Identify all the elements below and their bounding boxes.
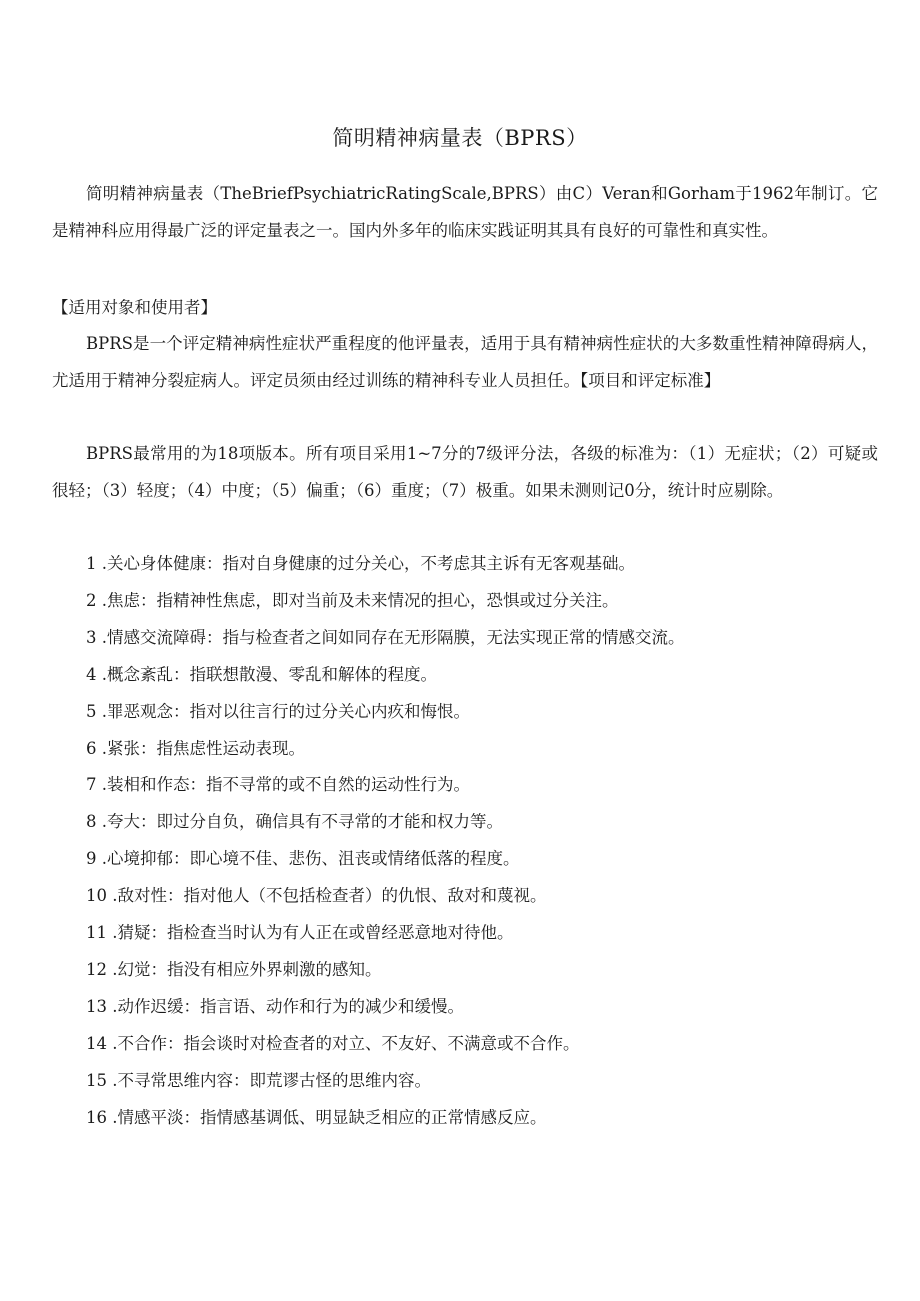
- list-item: 4 .概念紊乱：指联想散漫、零乱和解体的程度。: [86, 664, 437, 684]
- list-item: 5 .罪恶观念：指对以往言行的过分关心内疚和悔恨。: [86, 701, 470, 721]
- list-item: 1 .关心身体健康：指对自身健康的过分关心，不考虑其主诉有无客观基础。: [86, 554, 635, 573]
- list-item: 8 .夸大：即过分自负，确信具有不寻常的才能和权力等。: [86, 812, 503, 832]
- item-list: [86, 546, 685, 1137]
- section-heading-applicable: 【适用对象和使用者】: [52, 298, 217, 317]
- intro-paragraph: 简明精神病量表（TheBriefPsychiatricRatingScale,BPRS）由C）Veran和Gorham于1962年制订。它是精神科应用得最广泛的评定量表之一。国内外多年的临床实践证明其具有良好的可靠性和真实性。: [52, 184, 878, 240]
- list-item: 9 .心境抑郁：即心境不佳、悲伤、沮丧或情绪低落的程度。: [86, 849, 520, 869]
- applicable-paragraph: BPRS是一个评定精神病性症状严重程度的他评量表，适用于具有精神病性症状的大多数重性精神障碍病人，尤适用于精神分裂症病人。评定员须由经过训练的精神科专业人员担任。【项目和评定标准】: [52, 334, 878, 390]
- list-item: 2 .焦虑：指精神性焦虑，即对当前及未来情况的担心，恐惧或过分关注。: [86, 590, 619, 610]
- list-item: 14 .不合作：指会谈时对检查者的对立、不友好、不满意或不合作。: [86, 1033, 580, 1053]
- list-item: 3 .情感交流障碍：指与检查者之间如同存在无形隔膜，无法实现正常的情感交流。: [86, 627, 685, 647]
- list-item: 7 .装相和作态：指不寻常的或不自然的运动性行为。: [86, 775, 470, 795]
- list-item: 11 .猜疑：指检查当时认为有人正在或曾经恶意地对待他。: [86, 923, 514, 943]
- list-item: 10 .敌对性：指对他人（不包括检查者）的仇恨、敌对和蔑视。: [86, 886, 547, 906]
- scoring-paragraph: BPRS最常用的为18项版本。所有项目采用1~7分的7级评分法，各级的标准为：（1）无症状；（2）可疑或很轻；（3）轻度；（4）中度；（5）偏重；（6）重度；（7）极重。如果未测则记0分，统计时应剔除。: [52, 444, 878, 500]
- list-item: 13 .动作迟缓：指言语、动作和行为的减少和缓慢。: [86, 996, 464, 1016]
- list-item: 6 .紧张：指焦虑性运动表现。: [86, 738, 305, 758]
- document-title: 简明精神病量表（BPRS）: [332, 126, 588, 150]
- list-item: 16 .情感平淡：指情感基调低、明显缺乏相应的正常情感反应。: [86, 1107, 547, 1127]
- list-item: 15 .不寻常思维内容：即荒谬古怪的思维内容。: [86, 1070, 431, 1090]
- list-item: 12 .幻觉：指没有相应外界刺激的感知。: [86, 959, 382, 979]
